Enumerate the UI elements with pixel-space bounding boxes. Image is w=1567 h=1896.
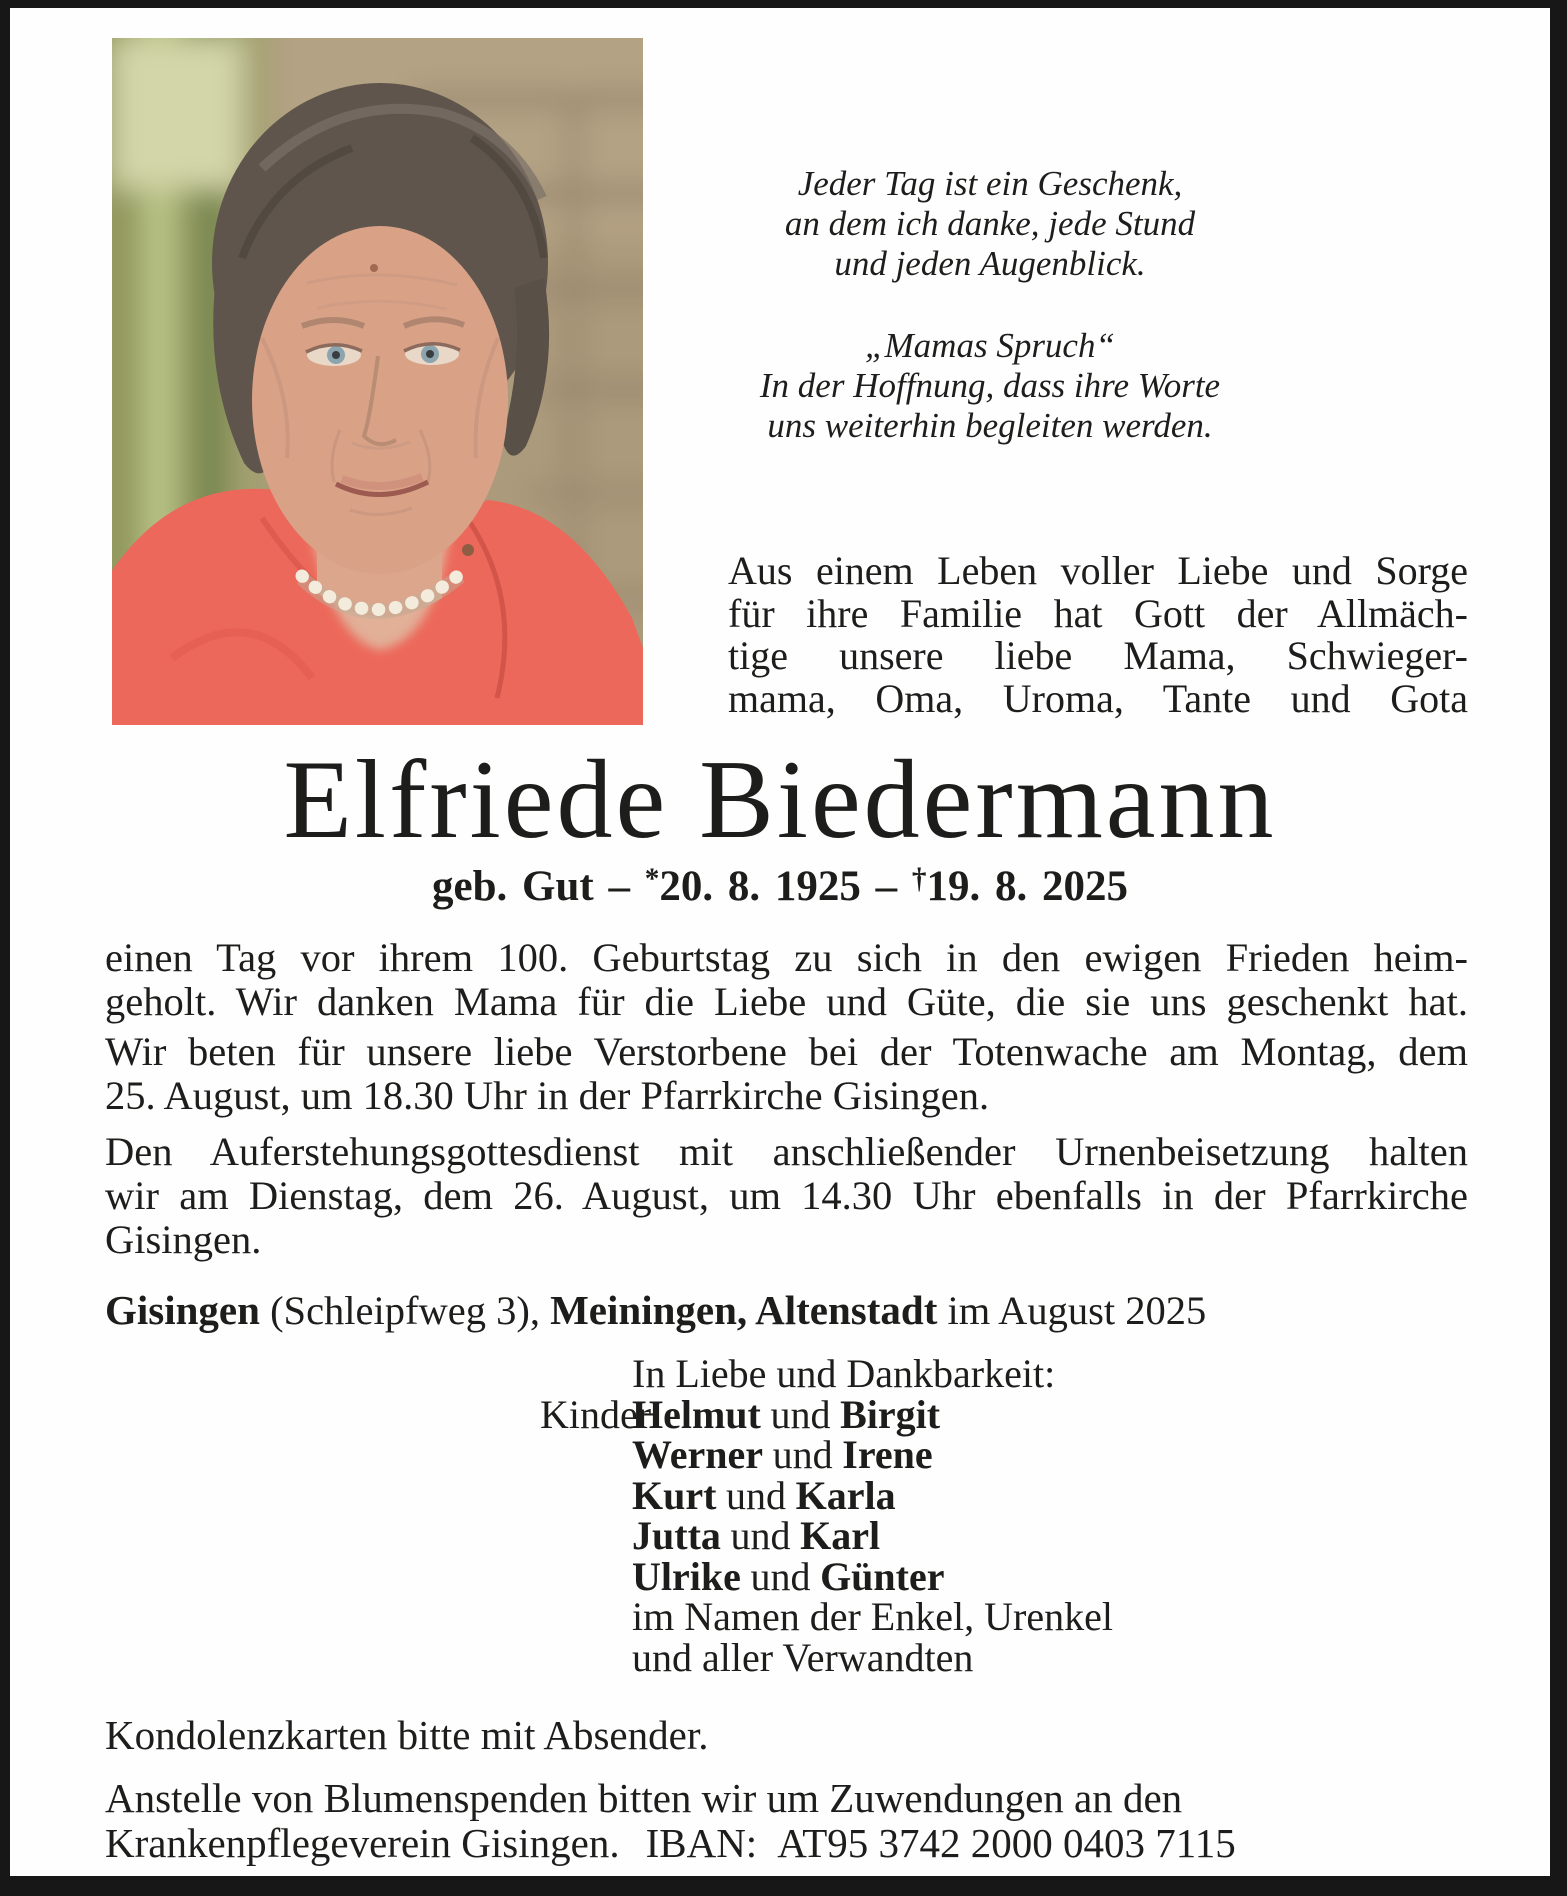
family-row (540, 1472, 1113, 1518)
location-place-1: Gisingen (105, 1287, 260, 1333)
quote-line: an dem ich danke, jede Stund (784, 204, 1196, 243)
dates-separator: – (875, 863, 898, 910)
intro-paragraph (728, 550, 1468, 720)
family-closing-row (540, 1634, 1113, 1680)
family-heading: In Liebe und Dankbarkeit: (632, 1351, 1056, 1396)
intro-line: tige unsere liebe Mama, Schwieger- (728, 633, 1468, 678)
life-dates (10, 862, 1550, 911)
announcement-paragraph-1: einen Tag vor ihrem 100. Geburtstag zu sich in den ewigen Frieden heim- geholt. Wir danken Mama für die Liebe und Güte, die sie uns geschenkt hat. (105, 935, 1468, 1024)
birth-star-symbol: * (644, 863, 660, 896)
deceased-name: Elfriede Biedermann (283, 738, 1277, 862)
iban-value: AT95 3742 2000 0403 7115 (777, 1820, 1236, 1866)
family-heading-row (540, 1351, 1113, 1396)
family-row (540, 1553, 1113, 1599)
donation-note (105, 1776, 1236, 1866)
family-names: Jutta und Karl (632, 1513, 881, 1558)
location-place-2: Meiningen, Altenstadt (550, 1287, 938, 1333)
family-label: Kinder (540, 1391, 652, 1437)
death-cross-symbol: † (911, 863, 927, 896)
iban-label: IBAN: (645, 1820, 758, 1866)
family-closing: im Namen der Enkel, Urenkel (632, 1594, 1113, 1639)
quote-attribution: „Mamas Spruch“ (865, 326, 1115, 365)
family-row (540, 1432, 1113, 1477)
quote-line: Jeder Tag ist ein Geschenk, (797, 164, 1183, 203)
condolence-note: Kondolenzkarten bitte mit Absender. (105, 1712, 709, 1758)
family-row (540, 1391, 1113, 1437)
location-date-line (105, 1288, 1468, 1333)
family-closing-row (540, 1594, 1113, 1639)
announcement-paragraph-3: Den Auferstehungsgottesdienst mit anschließender Urnenbeisetzung halten wir am Dienstag, dem 26. August, um 14.30 Uhr ebenfalls in der Pfarrkirche Gisingen. (105, 1129, 1468, 1262)
donation-line-1: Anstelle von Blumenspenden bitten wir um Zuwendungen an den (105, 1775, 1183, 1821)
intro-line: Aus einem Leben voller Liebe und Sorge (728, 548, 1468, 593)
location-date: im August 2025 (947, 1288, 1207, 1333)
intro-line: für ihre Familie hat Gott der Allmäch- (728, 590, 1468, 636)
family-names: Werner und Irene (632, 1432, 933, 1477)
family-names: Kurt und Karla (632, 1472, 896, 1518)
location-address: (Schleipfweg 3), (270, 1288, 540, 1333)
intro-line: mama, Oma, Uroma, Tante und Gota (728, 675, 1468, 721)
family-row (540, 1513, 1113, 1558)
donation-organisation: Krankenpflegeverein Gisingen. (105, 1820, 620, 1866)
donation-line-2 (105, 1821, 1236, 1866)
family-names: Helmut und Birgit (632, 1391, 941, 1437)
memorial-quote (620, 164, 1360, 446)
quote-line: und jeden Augenblick. (834, 244, 1146, 283)
maiden-name: geb. Gut – (432, 863, 630, 910)
announcement-text (105, 936, 1468, 1333)
family-section (540, 1351, 1113, 1680)
family-closing: und aller Verwandten (632, 1634, 974, 1680)
birth-date: 20. 8. 1925 (659, 863, 861, 910)
portrait-photo (112, 38, 643, 725)
death-date: 19. 8. 2025 (926, 863, 1128, 910)
obituary-card (10, 8, 1550, 1876)
announcement-paragraph-2: Wir beten für unsere liebe Verstorbene bei der Totenwache am Montag, dem 25. August, um 18.30 Uhr in der Pfarrkirche Gisingen. (105, 1029, 1468, 1118)
family-names: Ulrike und Günter (632, 1553, 945, 1599)
quote-line: uns weiterhin begleiten werden. (767, 406, 1213, 445)
quote-line: In der Hoffnung, dass ihre Worte (759, 366, 1221, 405)
